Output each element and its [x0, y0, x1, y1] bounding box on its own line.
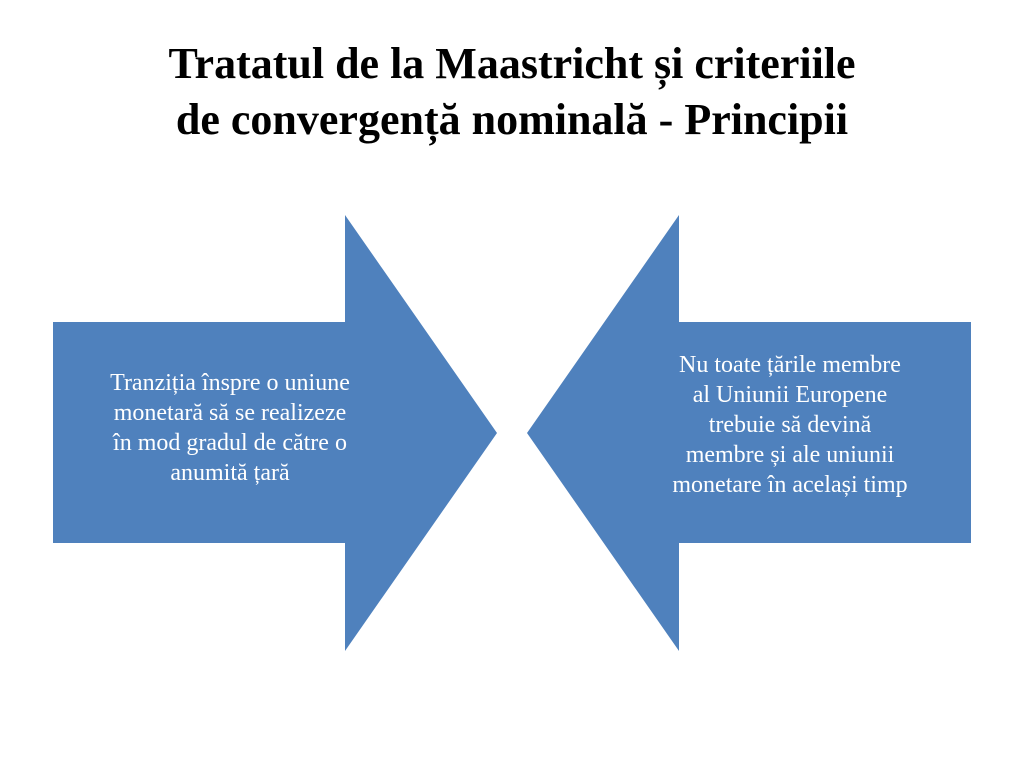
right-arrow-line-1: Nu toate țările membre [679, 352, 901, 378]
right-arrow-line-3: trebuie să devină [708, 412, 872, 438]
left-arrow-text [60, 368, 400, 488]
right-arrow-text [620, 350, 960, 500]
right-arrow-line-4: membre și ale uniunii [685, 442, 895, 468]
left-arrow-line-4: anumită țară [170, 460, 290, 486]
title-line-1: Tratatul de la Maastricht și criteriile [168, 39, 856, 88]
left-arrow-line-3: în mod gradul de către o [113, 430, 347, 456]
right-arrow-line-5: monetare în același timp [672, 472, 908, 498]
right-arrow-line-2: al Uniunii Europene [692, 382, 888, 408]
left-arrow-line-1: Tranziția înspre o uniune [110, 370, 350, 396]
left-arrow-line-2: monetară să se realizeze [113, 400, 347, 426]
title-line-2: de convergență nominală - Principii [175, 95, 849, 144]
